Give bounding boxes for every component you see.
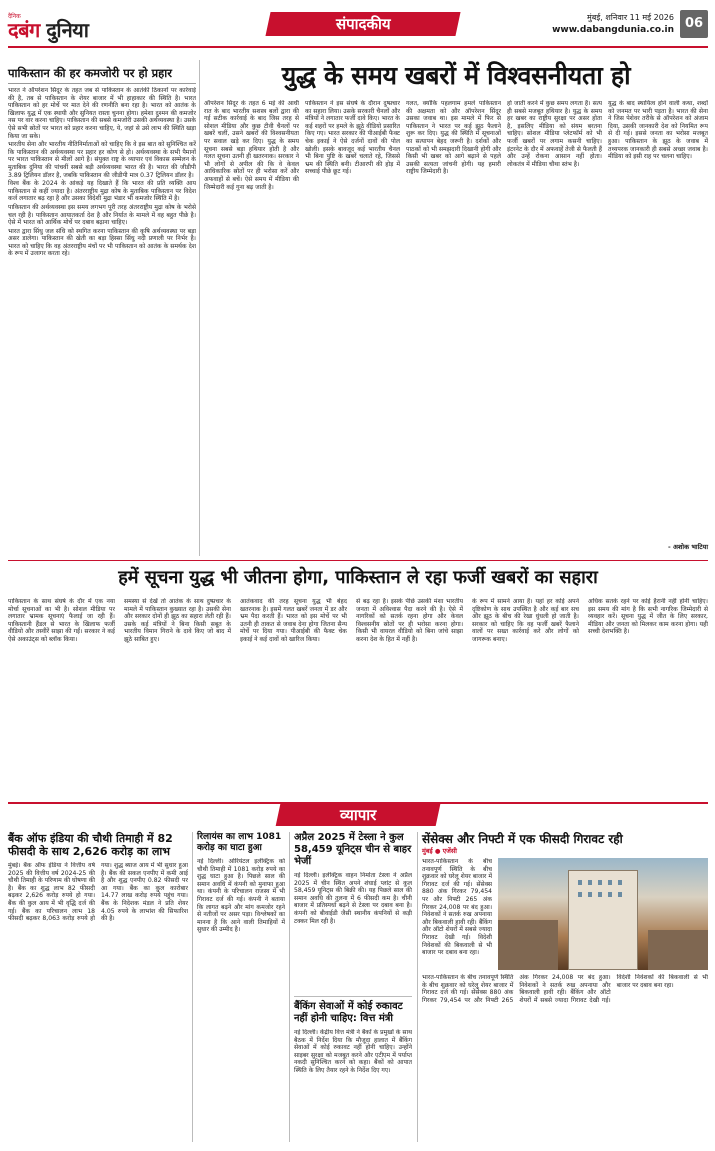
masthead [8,8,708,48]
second-article-column-5: के रूप में सामने आया है। यहां हर कोई अपने दृष्टिकोण के साथ उपस्थित है और कई बार सच और झूठ के बीच की रेखा धुंधली हो जाती है। सरकार को चाहिए कि वह फर्जी खबरें फैलाने वालों पर सख्त कार्रवाई करे और लोगों को जागरूक बनाए। [472,598,579,643]
window-shape [598,892,602,897]
column-divider [199,60,200,556]
business-article-3 [294,832,412,1129]
paragraph: पाकिस्तान की अर्थव्यवस्था इस समय लगभग पूरी तरह अंतरराष्ट्रीय मुद्रा कोष के भरोसे चल रही है। पाकिस्तान आयातकर्ता देश है और निर्यात के मामले में वह बहुत पीछे है। ऐसे में भारत को आर्थिक मोर्चे पर दबाव बढ़ाना चाहिए। [8,203,196,227]
second-article-column-4: से बढ़ रहा है। इसके पीछे उसकी मंशा भारतीय जनता में अविश्वास पैदा करने की है। ऐसे में नागरिकों को सतर्क रहना होगा और केवल विश्वसनीय स्रोतों पर ही भरोसा करना होगा। किसी भी वायरल वीडियो को बिना जांचे साझा करना देश के हित में नहीं है। [356,598,463,643]
window-shape [598,880,602,885]
window-shape [578,892,582,897]
logo-part-1: दबंग [8,18,40,42]
business-section-label: व्यापार [276,804,441,826]
business-article-4 [422,832,708,856]
column-divider [289,832,290,1142]
business-article-headline[interactable]: रिलायंस का लाभ 1081 करोड़ का घाटा हुआ [197,832,282,853]
building-shape [498,920,558,970]
building-shape [648,930,708,970]
website-link[interactable]: www.dabangdunia.co.in [552,25,674,35]
second-article-column-2: समस्या से देखें तो आतंक के साथ दुष्प्रचार के मामले में पाकिस्तान कुख्यात रहा है। उसकी सेना और सरकार दोनों ही झूठ का सहारा लेती रही हैं। उसके कई मंत्रियों ने बिना किसी सबूत के भारतीय विमान गिराने के दावे किए जो बाद में झूठे साबित हुए। [124,598,231,643]
business-article-1 [8,832,188,1132]
logo-wordmark [8,20,158,40]
column-divider [192,832,193,1142]
business-article-body: भारत-पाकिस्तान के बीच तनावपूर्ण स्थिति के बीच शुक्रवार को घरेलू शेयर बाजार में गिरावट दर्ज की गई। सेंसेक्स 880 अंक गिरकर 79,454 पर और निफ्टी 265 अंक गिरकर 24,008 पर बंद हुआ। निवेशकों ने सतर्क रुख अपनाया और बिकवाली हावी रही। बैंकिंग और ऑटो शेयरों में सबसे ज्यादा गिरावट देखी गई। विदेशी निवेशकों की बिकवाली से भी बाजार पर दबाव बना रहा। [422,858,492,957]
logo-part-2: दुनिया [46,18,89,42]
window-shape [578,880,582,885]
paragraph: भारत ने ऑपरेशन सिंदूर के तहत जब से पाकिस्तान के आतंकी ठिकानों पर कार्रवाई की है, तब से पाकिस्तान के शेयर बाजार में भी हाहाकार की स्थिति है। भारत पाकिस्तान को हर मोर्चे पर मात देने की रणनीति बना रहा है। भारत को आतंक के खिलाफ युद्ध में एक स्थायी और सुनियत रास्ता चुनना होगा। हमेशा दुश्मन की कमजोर नस पर वार करना चाहिए। पाकिस्तान की सबसे कमजोरी उसकी अर्थव्यवस्था है। उसके ऐसे सभी स्रोतों पर भारत को प्रहार करना चाहिए, ये, जहां से उसे लाभ की स्थिति खड़ा किया जा सके। [8,87,196,140]
left-article-body [8,87,196,491]
window-shape [618,880,622,885]
stock-exchange-photo [498,858,708,970]
logo-tagline: दैनिक [8,13,21,20]
second-headline[interactable]: हमें सूचना युद्ध भी जीतना होगा, पाकिस्तान ले रहा फर्जी खबरों का सहारा [8,560,708,594]
window-shape [608,880,612,885]
business-section-band [8,802,708,826]
left-article [8,66,196,491]
main-headline[interactable]: युद्ध के समय खबरों में विश्वसनीयता हो [281,61,631,90]
business-article-headline[interactable]: सेंसेक्स और निफ्टी में एक फीसदी गिरावट रही [422,832,623,846]
window-shape [608,892,612,897]
second-article-column-3: आतंकवाद की तरह सूचना युद्ध भी बेहद खतरनाक है। इसमें गलत खबरें जनता में डर और भ्रम पैदा करती हैं। भारत को इस मोर्चे पर भी उतनी ही ताकत से जवाब देना होगा जितना सैन्य मोर्चे पर दिया गया। पीआईबी की फैक्ट चेक इकाई ने कई दावों को खारिज किया। [240,598,347,643]
building-shape [568,870,638,970]
left-article-headline[interactable]: पाकिस्तान की हर कमजोरी पर हो प्रहार [8,66,196,84]
date-text: मुंबई, शनिवार 11 मई 2026 [587,13,674,22]
dateline [552,12,674,36]
second-article-column-1: पाकिस्तान के साथ संघर्ष के दौर में एक नया मोर्चा सूचनाओं का भी है। सोशल मीडिया पर लगातार भ्रामक सूचनाएं फैलाई जा रही हैं। पाकिस्तानी हैंडल से भारत के खिलाफ फर्जी वीडियो और तस्वीरें साझा की गईं। सरकार ने कई ऐसे अकाउंट्स को ब्लॉक किया। [8,598,115,643]
business-article-body: मुंबई। बैंक ऑफ इंडिया ने वित्तीय वर्ष 2025 की वित्तीय वर्ष 2024-25 की चौथी तिमाही के परिणाम की घोषणा की है। बैंक का शुद्ध लाभ 82 फीसदी बढ़कर 2,626 करोड़ रुपये हो गया। बैंक की कुल आय में भी वृद्धि दर्ज की गई। बैंक का परिचालन लाभ 18 फीसदी बढ़कर 8,063 करोड़ रुपये हो गया। शुद्ध ब्याज आय में भी सुधार हुआ है। बैंक की सकल एनपीए में कमी आई है और शुद्ध एनपीए 0.82 फीसदी पर आ गया। बैंक का कुल कारोबार 14.77 लाख करोड़ रुपये पहुंच गया। बैंक के निदेशक मंडल ने प्रति शेयर 4.05 रुपये के लाभांश की सिफारिश की है। [8,862,188,923]
business-article-body: नई दिल्ली। इलेक्ट्रिक वाहन निर्माता टेस्ला ने अप्रैल 2025 में चीन स्थित अपने शंघाई प्लांट से कुल 58,459 यूनिट्स की बिक्री की। यह पिछले साल की समान अवधि की तुलना में 6 फीसदी कम है। चीनी बाजार में प्रतिस्पर्धा बढ़ने से टेस्ला पर दबाव बना है। कंपनी को बीवाईडी जैसी स्थानीय कंपनियों से कड़ी टक्कर मिल रही है। [294,872,412,925]
main-article-column-5: युद्ध के बाद स्थायित्व होने वाली कथा, शब्दों को जनमत पर भारी पड़ता है। भारत की सेना ने जिस पेशेवर तरीके से ऑपरेशन को अंजाम दिया, उसकी जानकारी देश को नियमित रूप से दी गई। इससे जनता का भरोसा मजबूत हुआ। पाकिस्तान के झूठ के जवाब में तथ्यपरक जानकारी ही सबसे अच्छा जवाब है। मीडिया को इसी राह पर चलना चाहिए। [608,100,708,161]
business-article-headline[interactable]: बैंकिंग सेवाओं में कोई रुकावट नहीं होनी चाहिए: वित्त मंत्री [294,996,412,1025]
paragraph: भारत द्वारा सिंधु जल संधि को स्थगित करना पाकिस्तान की कृषि अर्थव्यवस्था पर बड़ा असर डालेगा। पाकिस्तान की खेती का बड़ा हिस्सा सिंधु नदी प्रणाली पर निर्भर है। भारत को चाहिए कि वह अंतरराष्ट्रीय मंचों पर भी पाकिस्तान को आतंक के समर्थक देश के रूप में उजागर करता रहे। [8,227,196,258]
main-article-column-4: हो जाती करने में कुछ समय लगता है। सत्य ही सबसे मजबूत हथियार है। युद्ध के समय हर खबर का राष्ट्रीय सुरक्षा पर असर होता है, इसलिए मीडिया को संयम बरतना चाहिए। सोशल मीडिया प्लेटफॉर्म को भी फर्जी खबरों पर लगाम कसनी चाहिए। इंटरनेट के दौर में अफवाहें तेजी से फैलती हैं और उन्हें रोकना आसान नहीं होता। लोकतंत्र में मीडिया चौथा स्तंभ है। [507,100,602,168]
window-shape [588,880,592,885]
main-article-column-2: पाकिस्तान ने इस संघर्ष के दौरान दुष्प्रचार का सहारा लिया। उसके सरकारी चैनलों और मंत्रियों ने लगातार फर्जी दावे किए। भारत के कई शहरों पर हमले के झूठे वीडियो प्रसारित किए गए। भारत सरकार की पीआईबी फैक्ट चेक इकाई ने ऐसे दर्जनों दावों की पोल खोली। इसके बावजूद कई भारतीय चैनल भी बिना पुष्टि के खबरें चलाते रहे, जिससे भ्रम की स्थिति बनी। टीआरपी की होड़ में सच्चाई पीछे छूट गई। [305,100,400,176]
business-article-headline[interactable]: बैंक ऑफ इंडिया की चौथी तिमाही में 82 फीसदी के साथ 2,626 करोड़ का लाभ [8,832,173,858]
second-article-column-6: अधिक सतर्क रहने पर कोई हैरानी नहीं होनी चाहिए। इस समय की मांग है कि सभी नागरिक जिम्मेदारी से व्यवहार करें। सूचना युद्ध में जीत के लिए सरकार, मीडिया और जनता को मिलकर काम करना होगा। यही सच्ची देशभक्ति है। [588,598,708,636]
main-article-column-3: गलत, क्योंकि पहलगाम हमले पाकिस्तान की अक्षमता को और ऑपरेशन सिंदूर उसका जवाब था। इस मामले में फिर से पाकिस्तान ने भारत पर कई झूठ फैलाने शुरू कर दिए। युद्ध की स्थिति में सूचनाओं का सत्यापन बेहद जरूरी है। दर्शकों और पाठकों को भी समझदारी दिखानी होगी और किसी भी खबर को आगे बढ़ाने से पहले उसकी सत्यता जांचनी होगी। यह हमारी राष्ट्रीय जिम्मेदारी है। [406,100,501,176]
column-divider [417,832,418,1142]
main-article-byline: - अशोक भाटिया [668,543,708,551]
business-article-2 [197,832,285,1130]
business-article-body-continued: भारत-पाकिस्तान के बीच तनावपूर्ण स्थिति के बीच शुक्रवार को घरेलू शेयर बाजार में गिरावट दर्ज की गई। सेंसेक्स 880 अंक गिरकर 79,454 पर और निफ्टी 265 अंक गिरकर 24,008 पर बंद हुआ। निवेशकों ने सतर्क रुख अपनाया और बिकवाली हावी रही। बैंकिंग और ऑटो शेयरों में सबसे ज्यादा गिरावट देखी गई। विदेशी निवेशकों की बिकवाली से भी बाजार पर दबाव बना रहा। [422,974,708,1004]
business-article-body: नई दिल्ली। ओरियंटल इलेक्ट्रिक को चौथी तिमाही में 1081 करोड़ रुपये का शुद्ध घाटा हुआ है। पिछले साल की समान अवधि में कंपनी को मुनाफा हुआ था। कंपनी के परिचालन राजस्व में भी गिरावट दर्ज की गई। कंपनी ने बताया कि लागत बढ़ने और मांग कमजोर रहने से नतीजों पर असर पड़ा। विश्लेषकों का मानना है कि आने वाली तिमाहियों में सुधार की उम्मीद है। [197,858,285,934]
window-shape [588,892,592,897]
main-article-column-1: ऑपरेशन सिंदूर के तहत 6 मई की आधी रात के बाद भारतीय सशस्त्र बलों द्वारा की गई सटीक कार्रवाई के बाद जिस तरह से सोशल मीडिया और कुछ टीवी चैनलों पर खबरें चलीं, उसने खबरों की विश्वसनीयता पर सवाल खड़े कर दिए। युद्ध के समय सूचना सबसे बड़ा हथियार होती है और गलत सूचना उतनी ही खतरनाक। सरकार ने भी लोगों से अपील की कि वे केवल आधिकारिक स्रोतों पर ही भरोसा करें और अफवाहों से बचें। ऐसे समय में मीडिया की जिम्मेदारी कई गुना बढ़ जाती है। [204,100,299,191]
business-article-body: नई दिल्ली। केंद्रीय वित्त मंत्री ने बैंकों के प्रमुखों के साथ बैठक में निर्देश दिया कि मौजूदा हालात में बैंकिंग सेवाओं में कोई रुकावट नहीं होनी चाहिए। उन्होंने साइबर सुरक्षा को मजबूत करने और एटीएम में पर्याप्त नकदी सुनिश्चित करने को कहा। बैंकों को आपात स्थिति के लिए तैयार रहने के निर्देश दिए गए। [294,1029,412,1074]
newspaper-logo[interactable] [8,9,158,45]
section-banner: संपादकीय [265,12,460,36]
paragraph: भारतीय सेना और भारतीय नीतिनिर्माताओं को चाहिए कि वे इस बात को सुनिश्चित करें कि पाकिस्तान की अर्थव्यवस्था पर प्रहार हर कोण से हो। अर्थव्यवस्था के सभी पैमानों पर भारत पाकिस्तान से मीलों आगे है। संयुक्त राष्ट्र के व्यापार एवं विकास सम्मेलन के मुताबिक दुनिया की पांचवीं सबसे बड़ी अर्थव्यवस्था भारत की है। भारत की जीडीपी 3.89 ट्रिलियन डॉलर है, जबकि पाकिस्तान की जीडीपी मात्र 0.37 ट्रिलियन डॉलर है। [8,141,196,179]
paragraph: विश्व बैंक के 2024 के आंकड़े यह दिखाते हैं कि भारत की प्रति व्यक्ति आय पाकिस्तान से कहीं ज्यादा है। अंतरराष्ट्रीय मुद्रा कोष के मुताबिक पाकिस्तान पर विदेश कर्ज लगातार बढ़ रहा है और उसका विदेशी मुद्रा भंडार भी कमजोर स्थिति में है। [8,180,196,203]
page-number: 06 [680,10,708,38]
window-shape [618,892,622,897]
business-article-dateline: मुंबई ● एजेंसी [422,847,457,855]
business-article-headline[interactable]: अप्रैल 2025 में टेस्ला ने कुल 58,459 यूनिट्स चीन से बाहर भेजीं [294,832,412,867]
